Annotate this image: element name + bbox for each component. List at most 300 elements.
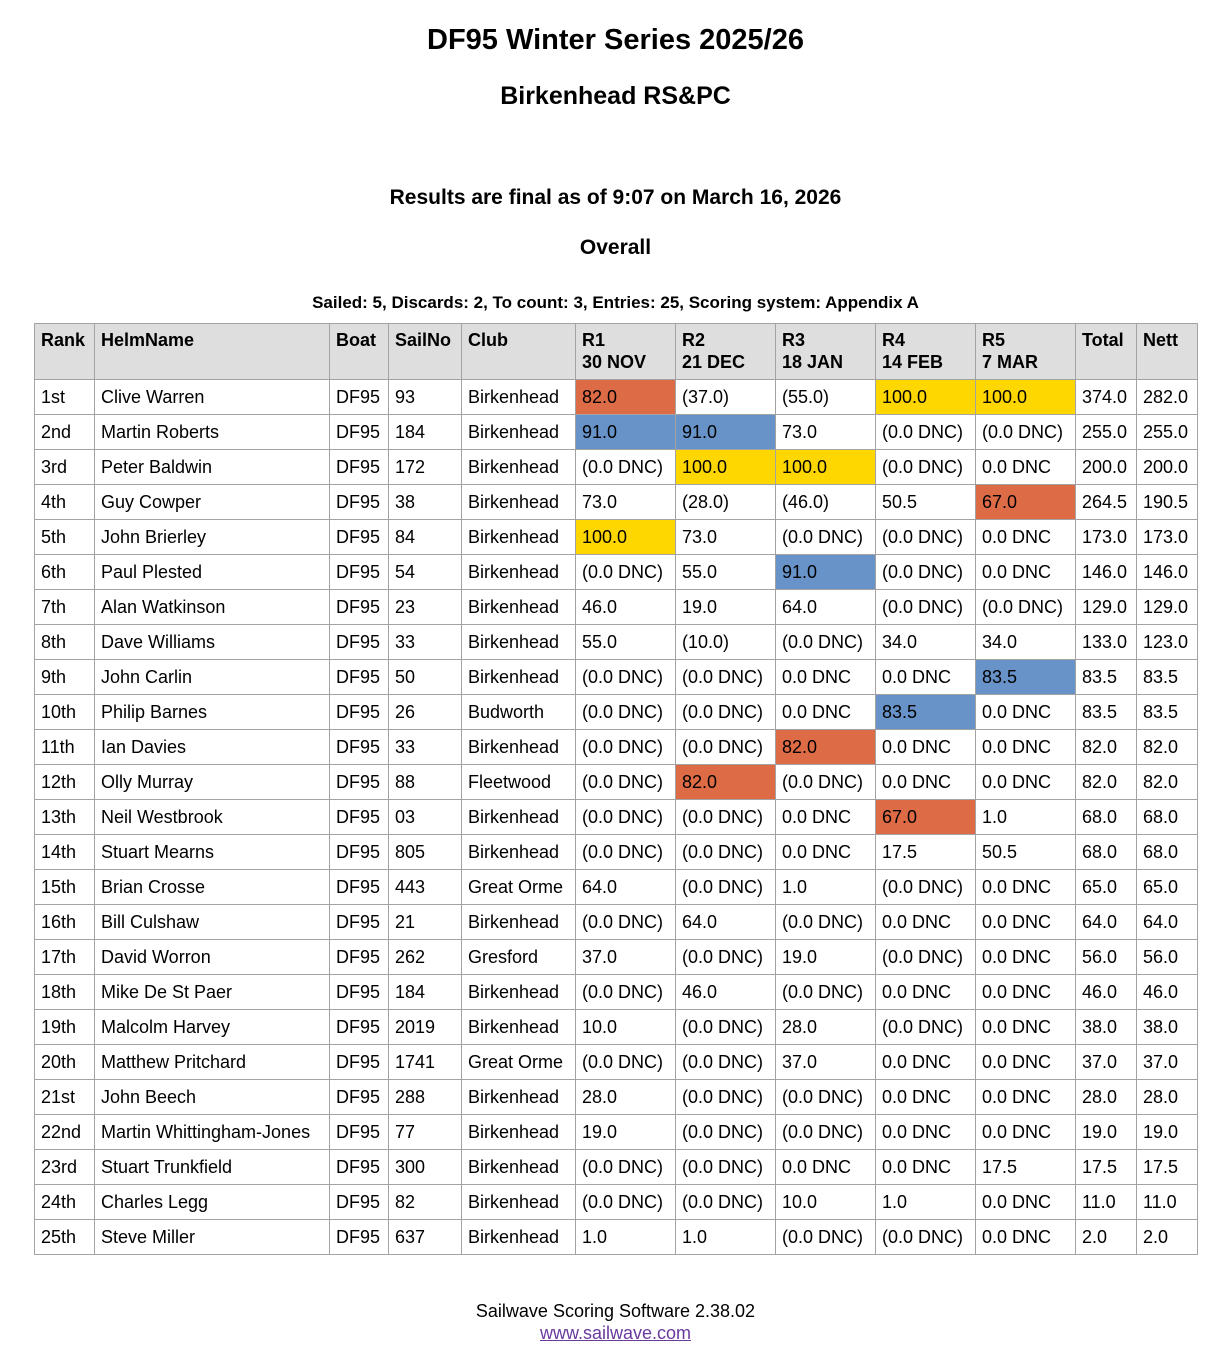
race-score-r2: 46.0 (676, 975, 776, 1010)
race-score-r3: 91.0 (776, 555, 876, 590)
boat-cell: DF95 (330, 1010, 389, 1045)
footer-link-wrap (0, 1323, 1231, 1344)
table-row (35, 800, 1198, 835)
rank-cell: 12th (35, 765, 95, 800)
col-header-club: Club (462, 324, 576, 380)
table-row (35, 1045, 1198, 1080)
race-score-r3: 37.0 (776, 1045, 876, 1080)
sailno-cell: 1741 (389, 1045, 462, 1080)
race-score-r4: (0.0 DNC) (876, 590, 976, 625)
race-score-r2: (0.0 DNC) (676, 800, 776, 835)
race-score-r1: (0.0 DNC) (576, 905, 676, 940)
sailno-cell: 443 (389, 870, 462, 905)
race-score-r1: (0.0 DNC) (576, 1150, 676, 1185)
race-score-r2: (0.0 DNC) (676, 660, 776, 695)
boat-cell: DF95 (330, 730, 389, 765)
race-score-r5: 0.0 DNC (976, 555, 1076, 590)
boat-cell: DF95 (330, 415, 389, 450)
nett-cell: 282.0 (1137, 380, 1198, 415)
race-score-r2: (0.0 DNC) (676, 940, 776, 975)
rank-cell: 10th (35, 695, 95, 730)
boat-cell: DF95 (330, 1150, 389, 1185)
race-score-r1: (0.0 DNC) (576, 975, 676, 1010)
race-score-r3: 100.0 (776, 450, 876, 485)
table-row (35, 450, 1198, 485)
race-score-r5: 1.0 (976, 800, 1076, 835)
race-score-r2: 100.0 (676, 450, 776, 485)
total-cell: 374.0 (1076, 380, 1137, 415)
boat-cell: DF95 (330, 1080, 389, 1115)
race-score-r2: (28.0) (676, 485, 776, 520)
race-score-r3: (0.0 DNC) (776, 1220, 876, 1255)
boat-cell: DF95 (330, 520, 389, 555)
total-cell: 255.0 (1076, 415, 1137, 450)
helmname-cell: Stuart Trunkfield (95, 1150, 330, 1185)
race-score-r2: (0.0 DNC) (676, 1115, 776, 1150)
race-code: R3 (782, 330, 806, 350)
total-cell: 11.0 (1076, 1185, 1137, 1220)
race-score-r4: (0.0 DNC) (876, 1010, 976, 1045)
race-score-r1: 82.0 (576, 380, 676, 415)
software-credit: Sailwave Scoring Software 2.38.02 (475, 1301, 756, 1321)
race-score-r5: 17.5 (976, 1150, 1076, 1185)
boat-cell: DF95 (330, 485, 389, 520)
club-cell: Birkenhead (462, 590, 576, 625)
club-cell: Birkenhead (462, 1115, 576, 1150)
race-score-r4: 67.0 (876, 800, 976, 835)
series-title: DF95 Winter Series 2025/26 (427, 24, 804, 56)
total-cell: 173.0 (1076, 520, 1137, 555)
nett-cell: 28.0 (1137, 1080, 1198, 1115)
total-cell: 83.5 (1076, 695, 1137, 730)
rank-cell: 11th (35, 730, 95, 765)
race-score-r4: (0.0 DNC) (876, 940, 976, 975)
race-score-r2: (0.0 DNC) (676, 1185, 776, 1220)
rank-cell: 25th (35, 1220, 95, 1255)
sailno-cell: 21 (389, 905, 462, 940)
helmname-cell: Philip Barnes (95, 695, 330, 730)
nett-cell: 83.5 (1137, 695, 1198, 730)
total-cell: 28.0 (1076, 1080, 1137, 1115)
table-row (35, 1150, 1198, 1185)
race-code: R4 (882, 330, 906, 350)
results-table-body (35, 380, 1198, 1255)
race-code: R2 (682, 330, 706, 350)
race-score-r5: 0.0 DNC (976, 1115, 1076, 1150)
race-score-r3: 10.0 (776, 1185, 876, 1220)
sailno-cell: 33 (389, 625, 462, 660)
club-cell: Birkenhead (462, 730, 576, 765)
boat-cell: DF95 (330, 940, 389, 975)
table-row (35, 870, 1198, 905)
race-score-r3: 0.0 DNC (776, 695, 876, 730)
club-cell: Birkenhead (462, 975, 576, 1010)
race-score-r4: (0.0 DNC) (876, 520, 976, 555)
race-score-r5: 0.0 DNC (976, 730, 1076, 765)
race-score-r1: 73.0 (576, 485, 676, 520)
helmname-cell: Charles Legg (95, 1185, 330, 1220)
total-cell: 64.0 (1076, 905, 1137, 940)
club-cell: Birkenhead (462, 485, 576, 520)
col-header-helmname: HelmName (95, 324, 330, 380)
boat-cell: DF95 (330, 1115, 389, 1150)
boat-cell: DF95 (330, 870, 389, 905)
sailno-cell: 23 (389, 590, 462, 625)
race-score-r4: 0.0 DNC (876, 975, 976, 1010)
total-cell: 129.0 (1076, 590, 1137, 625)
race-score-r4: 0.0 DNC (876, 660, 976, 695)
race-score-r2: 1.0 (676, 1220, 776, 1255)
race-score-r2: 19.0 (676, 590, 776, 625)
section-heading: Overall (579, 236, 652, 259)
col-header-rank: Rank (35, 324, 95, 380)
col-header-r2 (676, 324, 776, 380)
nett-cell: 255.0 (1137, 415, 1198, 450)
race-score-r5: 0.0 DNC (976, 520, 1076, 555)
table-row (35, 555, 1198, 590)
boat-cell: DF95 (330, 975, 389, 1010)
race-score-r1: 64.0 (576, 870, 676, 905)
race-score-r1: (0.0 DNC) (576, 765, 676, 800)
club-cell: Birkenhead (462, 555, 576, 590)
club-cell: Birkenhead (462, 625, 576, 660)
race-score-r1: 19.0 (576, 1115, 676, 1150)
sailno-cell: 84 (389, 520, 462, 555)
helmname-cell: Peter Baldwin (95, 450, 330, 485)
boat-cell: DF95 (330, 905, 389, 940)
table-row (35, 1185, 1198, 1220)
table-row (35, 1220, 1198, 1255)
nett-cell: 46.0 (1137, 975, 1198, 1010)
header-row (35, 324, 1198, 380)
rank-cell: 13th (35, 800, 95, 835)
boat-cell: DF95 (330, 800, 389, 835)
race-score-r2: (0.0 DNC) (676, 1150, 776, 1185)
race-score-r1: 28.0 (576, 1080, 676, 1115)
club-cell: Birkenhead (462, 905, 576, 940)
race-score-r2: 64.0 (676, 905, 776, 940)
total-cell: 19.0 (1076, 1115, 1137, 1150)
club-cell: Birkenhead (462, 1010, 576, 1045)
race-score-r5: 100.0 (976, 380, 1076, 415)
nett-cell: 82.0 (1137, 765, 1198, 800)
boat-cell: DF95 (330, 1220, 389, 1255)
nett-cell: 56.0 (1137, 940, 1198, 975)
race-score-r3: (0.0 DNC) (776, 625, 876, 660)
nett-cell: 38.0 (1137, 1010, 1198, 1045)
helmname-cell: Clive Warren (95, 380, 330, 415)
total-cell: 46.0 (1076, 975, 1137, 1010)
club-cell: Birkenhead (462, 835, 576, 870)
helmname-cell: Bill Culshaw (95, 905, 330, 940)
nett-cell: 146.0 (1137, 555, 1198, 590)
race-score-r1: 100.0 (576, 520, 676, 555)
race-score-r1: (0.0 DNC) (576, 660, 676, 695)
helmname-cell: Malcolm Harvey (95, 1010, 330, 1045)
table-row (35, 660, 1198, 695)
sailno-cell: 33 (389, 730, 462, 765)
helmname-cell: Alan Watkinson (95, 590, 330, 625)
race-score-r2: (0.0 DNC) (676, 1080, 776, 1115)
race-score-r2: (0.0 DNC) (676, 835, 776, 870)
race-score-r4: 0.0 DNC (876, 1115, 976, 1150)
race-score-r4: 50.5 (876, 485, 976, 520)
helmname-cell: Ian Davies (95, 730, 330, 765)
race-score-r4: 0.0 DNC (876, 765, 976, 800)
results-table (34, 323, 1198, 1255)
sailno-cell: 77 (389, 1115, 462, 1150)
club-cell: Great Orme (462, 870, 576, 905)
col-header-boat: Boat (330, 324, 389, 380)
rank-cell: 6th (35, 555, 95, 590)
rank-cell: 17th (35, 940, 95, 975)
nett-cell: 64.0 (1137, 905, 1198, 940)
sailno-cell: 262 (389, 940, 462, 975)
rank-cell: 9th (35, 660, 95, 695)
boat-cell: DF95 (330, 555, 389, 590)
rank-cell: 23rd (35, 1150, 95, 1185)
boat-cell: DF95 (330, 695, 389, 730)
helmname-cell: Neil Westbrook (95, 800, 330, 835)
race-score-r3: 82.0 (776, 730, 876, 765)
table-row (35, 380, 1198, 415)
race-score-r4: (0.0 DNC) (876, 870, 976, 905)
total-cell: 146.0 (1076, 555, 1137, 590)
race-score-r5: 67.0 (976, 485, 1076, 520)
race-score-r5: 0.0 DNC (976, 1045, 1076, 1080)
race-score-r5: 50.5 (976, 835, 1076, 870)
total-cell: 82.0 (1076, 765, 1137, 800)
race-score-r3: 1.0 (776, 870, 876, 905)
rank-cell: 5th (35, 520, 95, 555)
race-score-r5: 34.0 (976, 625, 1076, 660)
club-cell: Birkenhead (462, 1185, 576, 1220)
rank-cell: 21st (35, 1080, 95, 1115)
race-score-r3: (0.0 DNC) (776, 765, 876, 800)
race-date: 18 JAN (782, 352, 844, 372)
race-score-r2: (0.0 DNC) (676, 1010, 776, 1045)
race-score-r3: (55.0) (776, 380, 876, 415)
race-score-r4: (0.0 DNC) (876, 415, 976, 450)
helmname-cell: Paul Plested (95, 555, 330, 590)
club-cell: Birkenhead (462, 380, 576, 415)
boat-cell: DF95 (330, 1185, 389, 1220)
club-cell: Fleetwood (462, 765, 576, 800)
table-row (35, 625, 1198, 660)
nett-cell: 82.0 (1137, 730, 1198, 765)
race-score-r4: 0.0 DNC (876, 1080, 976, 1115)
race-score-r1: (0.0 DNC) (576, 800, 676, 835)
race-score-r1: (0.0 DNC) (576, 555, 676, 590)
boat-cell: DF95 (330, 590, 389, 625)
helmname-cell: Steve Miller (95, 1220, 330, 1255)
total-cell: 65.0 (1076, 870, 1137, 905)
club-cell: Birkenhead (462, 1220, 576, 1255)
boat-cell: DF95 (330, 1045, 389, 1080)
total-cell: 17.5 (1076, 1150, 1137, 1185)
sailno-cell: 93 (389, 380, 462, 415)
rank-cell: 4th (35, 485, 95, 520)
race-date: 14 FEB (882, 352, 944, 372)
race-date: 21 DEC (682, 352, 746, 372)
race-score-r4: 0.0 DNC (876, 905, 976, 940)
total-cell: 38.0 (1076, 1010, 1137, 1045)
rank-cell: 24th (35, 1185, 95, 1220)
race-score-r5: 0.0 DNC (976, 870, 1076, 905)
nett-cell: 200.0 (1137, 450, 1198, 485)
rank-cell: 1st (35, 380, 95, 415)
total-cell: 2.0 (1076, 1220, 1137, 1255)
nett-cell: 37.0 (1137, 1045, 1198, 1080)
race-score-r2: (37.0) (676, 380, 776, 415)
boat-cell: DF95 (330, 450, 389, 485)
race-score-r1: (0.0 DNC) (576, 730, 676, 765)
race-code: R5 (982, 330, 1006, 350)
race-score-r5: 0.0 DNC (976, 450, 1076, 485)
helmname-cell: Mike De St Paer (95, 975, 330, 1010)
sailno-cell: 288 (389, 1080, 462, 1115)
race-score-r3: 0.0 DNC (776, 1150, 876, 1185)
boat-cell: DF95 (330, 660, 389, 695)
race-score-r1: (0.0 DNC) (576, 1185, 676, 1220)
race-score-r3: 19.0 (776, 940, 876, 975)
race-score-r3: 0.0 DNC (776, 660, 876, 695)
helmname-cell: Dave Williams (95, 625, 330, 660)
race-score-r4: (0.0 DNC) (876, 1220, 976, 1255)
race-score-r3: 64.0 (776, 590, 876, 625)
race-score-r1: (0.0 DNC) (576, 1045, 676, 1080)
nett-cell: 173.0 (1137, 520, 1198, 555)
table-row (35, 695, 1198, 730)
nett-cell: 11.0 (1137, 1185, 1198, 1220)
table-row (35, 905, 1198, 940)
table-row (35, 485, 1198, 520)
club-name: Birkenhead RS&PC (500, 82, 731, 110)
helmname-cell: Martin Whittingham-Jones (95, 1115, 330, 1150)
rank-cell: 14th (35, 835, 95, 870)
sailno-cell: 184 (389, 975, 462, 1010)
race-score-r5: 0.0 DNC (976, 975, 1076, 1010)
race-date: 30 NOV (582, 352, 647, 372)
nett-cell: 190.5 (1137, 485, 1198, 520)
race-score-r2: (0.0 DNC) (676, 1045, 776, 1080)
race-score-r5: 0.0 DNC (976, 1185, 1076, 1220)
helmname-cell: John Beech (95, 1080, 330, 1115)
table-row (35, 730, 1198, 765)
nett-cell: 129.0 (1137, 590, 1198, 625)
sailno-cell: 50 (389, 660, 462, 695)
race-score-r1: (0.0 DNC) (576, 835, 676, 870)
race-score-r5: (0.0 DNC) (976, 590, 1076, 625)
club-cell: Birkenhead (462, 1150, 576, 1185)
race-score-r2: 91.0 (676, 415, 776, 450)
table-row (35, 1115, 1198, 1150)
helmname-cell: Stuart Mearns (95, 835, 330, 870)
rank-cell: 16th (35, 905, 95, 940)
race-score-r1: 91.0 (576, 415, 676, 450)
sailno-cell: 2019 (389, 1010, 462, 1045)
total-cell: 133.0 (1076, 625, 1137, 660)
total-cell: 56.0 (1076, 940, 1137, 975)
race-code: R1 (582, 330, 606, 350)
rank-cell: 3rd (35, 450, 95, 485)
nett-cell: 123.0 (1137, 625, 1198, 660)
race-score-r4: (0.0 DNC) (876, 555, 976, 590)
race-score-r4: 17.5 (876, 835, 976, 870)
rank-cell: 7th (35, 590, 95, 625)
sailno-cell: 38 (389, 485, 462, 520)
results-status: Results are final as of 9:07 on March 16, 2026 (389, 186, 842, 209)
club-cell: Great Orme (462, 1045, 576, 1080)
race-score-r3: (46.0) (776, 485, 876, 520)
race-score-r4: 100.0 (876, 380, 976, 415)
nett-cell: 68.0 (1137, 835, 1198, 870)
sailno-cell: 88 (389, 765, 462, 800)
sailno-cell: 03 (389, 800, 462, 835)
total-cell: 264.5 (1076, 485, 1137, 520)
race-score-r4: 1.0 (876, 1185, 976, 1220)
sailno-cell: 300 (389, 1150, 462, 1185)
race-score-r3: 0.0 DNC (776, 800, 876, 835)
race-score-r2: (10.0) (676, 625, 776, 660)
table-row (35, 975, 1198, 1010)
table-row (35, 1010, 1198, 1045)
nett-cell: 2.0 (1137, 1220, 1198, 1255)
rank-cell: 15th (35, 870, 95, 905)
race-score-r1: 46.0 (576, 590, 676, 625)
race-score-r1: 55.0 (576, 625, 676, 660)
rank-cell: 22nd (35, 1115, 95, 1150)
helmname-cell: Olly Murray (95, 765, 330, 800)
race-score-r2: (0.0 DNC) (676, 695, 776, 730)
club-cell: Birkenhead (462, 450, 576, 485)
sailno-cell: 184 (389, 415, 462, 450)
table-row (35, 415, 1198, 450)
race-score-r2: 55.0 (676, 555, 776, 590)
total-cell: 37.0 (1076, 1045, 1137, 1080)
helmname-cell: John Carlin (95, 660, 330, 695)
race-score-r2: (0.0 DNC) (676, 870, 776, 905)
helmname-cell: John Brierley (95, 520, 330, 555)
race-score-r5: 0.0 DNC (976, 1080, 1076, 1115)
nett-cell: 17.5 (1137, 1150, 1198, 1185)
club-cell: Birkenhead (462, 800, 576, 835)
boat-cell: DF95 (330, 835, 389, 870)
club-cell: Birkenhead (462, 415, 576, 450)
race-score-r5: 83.5 (976, 660, 1076, 695)
nett-cell: 19.0 (1137, 1115, 1198, 1150)
race-score-r5: 0.0 DNC (976, 1220, 1076, 1255)
sailwave-link[interactable]: www.sailwave.com (539, 1323, 692, 1343)
race-score-r4: 0.0 DNC (876, 730, 976, 765)
col-header-r1 (576, 324, 676, 380)
race-score-r5: 0.0 DNC (976, 940, 1076, 975)
helmname-cell: Matthew Pritchard (95, 1045, 330, 1080)
nett-cell: 65.0 (1137, 870, 1198, 905)
race-score-r4: 34.0 (876, 625, 976, 660)
col-header-r3 (776, 324, 876, 380)
race-score-r1: (0.0 DNC) (576, 450, 676, 485)
total-cell: 68.0 (1076, 835, 1137, 870)
sailno-cell: 54 (389, 555, 462, 590)
results-table-header (35, 324, 1198, 380)
race-score-r2: (0.0 DNC) (676, 730, 776, 765)
table-row (35, 520, 1198, 555)
race-score-r1: 10.0 (576, 1010, 676, 1045)
club-cell: Budworth (462, 695, 576, 730)
race-score-r3: (0.0 DNC) (776, 1080, 876, 1115)
club-cell: Gresford (462, 940, 576, 975)
